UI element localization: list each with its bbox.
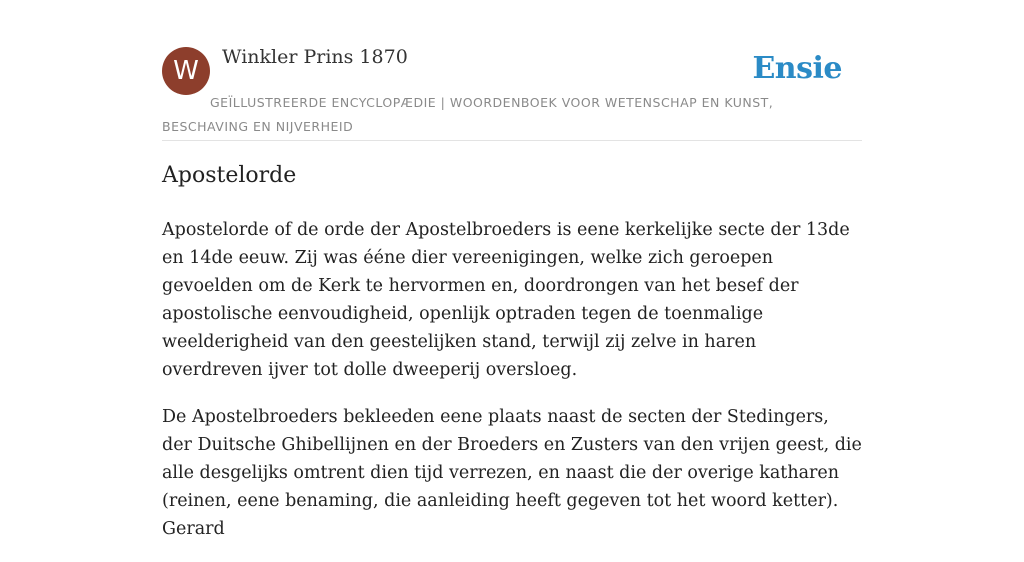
article-paragraph: De Apostelbroeders bekleeden eene plaats naast de secten der Stedingers, der Duitsche Ghibellijnen en der Broeders en Zusters van den vrijen geest, die alle desgelijks omtrent dien tijd verrezen, en naast die der overige katharen (reinen, eene benaming, die aanleiding heeft gegeven tot het woord ketter). Gerard: [162, 407, 862, 539]
ensie-logo[interactable]: Ensie: [752, 51, 842, 86]
site-header: [162, 44, 862, 141]
source-subtitle: GEÏLLUSTREERDE ENCYCLOPÆDIE | WOORDENBOEK VOOR WETENSCHAP EN KUNST, BESCHAVING EN NIJVERHEID: [162, 95, 774, 134]
source-avatar[interactable]: W: [162, 47, 210, 95]
article-title: Apostelorde: [162, 163, 297, 188]
article-body: [162, 216, 862, 562]
source-title-link[interactable]: Winkler Prins 1870: [222, 46, 408, 68]
article-paragraph: Apostelorde of de orde der Apostelbroeders is eene kerkelijke secte der 13de en 14de eeuw. Zij was ééne dier vereenigingen, welke zich geroepen gevoelden om de Kerk te hervormen en, doordrongen van het besef der apostolische eenvoudigheid, openlijk optraden tegen de toenmalige weelderigheid van den geestelijken stand, terwijl zij zelve in haren overdreven ijver tot dolle dweeperij oversloeg.: [162, 220, 850, 380]
